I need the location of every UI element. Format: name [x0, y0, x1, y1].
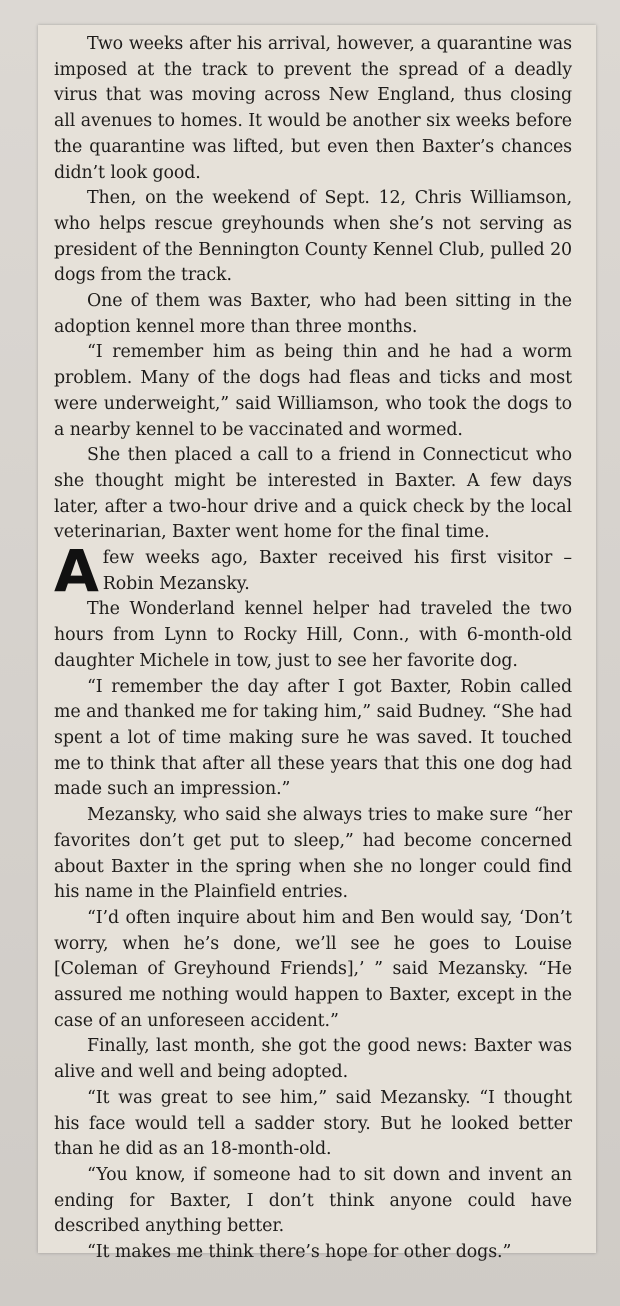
article-paragraph: One of them was Baxter, who had been sitting in the adoption kennel more than three months. [54, 291, 572, 337]
article-paragraph: Mezansky, who said she always tries to make sure “her favorites don’t get put to sleep,” had become concerned about Baxter in the spring when she no longer could find his name in the Plainfield entries. [54, 805, 572, 903]
article-paragraph: Two weeks after his arrival, however, a quarantine was imposed at the track to prevent the spread of a deadly virus that was moving across New England, thus closing all avenues to homes. It would be another six weeks before the quarantine was lifted, but even then Baxter’s chances didn’t look good. [54, 34, 572, 183]
article-paragraph: “It was great to see him,” said Mezansky. “I thought his face would tell a sadder story. But he looked better than he did as an 18-month-old. [54, 1087, 572, 1160]
article-paragraph: Finally, last month, she got the good news: Baxter was alive and well and being adopted. [54, 1036, 572, 1083]
article-paragraph: “It makes me think there’s hope for other dogs.” [87, 1242, 512, 1263]
article-paragraph: “You know, if someone had to sit down and invent an ending for Baxter, I don’t think anyone could have described anything better. [54, 1164, 572, 1237]
dropcap-paragraph-text: few weeks ago, Baxter received his first visitor – Robin Mezansky. [102, 548, 572, 594]
article-paragraph: Then, on the weekend of Sept. 12, Chris Williamson, who helps rescue greyhounds when she’s not serving as president of the Bennington County Kennel Club, pulled 20 dogs from the track. [54, 188, 572, 286]
article-column [54, 32, 572, 1266]
drop-cap-letter: A [54, 537, 99, 606]
article-paragraph: “I’d often inquire about him and Ben would say, ‘Don’t worry, when he’s done, we’ll see he goes to Louise [Coleman of Greyhound Friends],’ ” said Mezansky. “He assured me nothing would happen to Baxter, except in the case of an unforeseen accident.” [54, 907, 572, 1031]
article-paragraph: “I remember the day after I got Baxter, Robin called me and thanked me for taking him,” said Budney. “She had spent a lot of time making sure he was saved. It touched me to think that after all these years that this one dog had made such an impression.” [54, 676, 572, 800]
article-paragraph: The Wonderland kennel helper had traveled the two hours from Lynn to Rocky Hill, Conn., with 6-month-old daughter Michele in tow, just to see her favorite dog. [54, 599, 572, 671]
article-paragraph: “I remember him as being thin and he had a worm problem. Many of the dogs had fleas and ticks and most were underweight,” said Williamson, who took the dogs to a nearby kennel to be vaccinated and wormed. [54, 342, 572, 440]
article-paragraph: She then placed a call to a friend in Connecticut who she thought might be interested in Baxter. A few days later, after a two-hour drive and a quick check by the local veterinarian, Baxter went home for the final time. [54, 445, 572, 543]
dropcap-paragraph [54, 537, 572, 606]
